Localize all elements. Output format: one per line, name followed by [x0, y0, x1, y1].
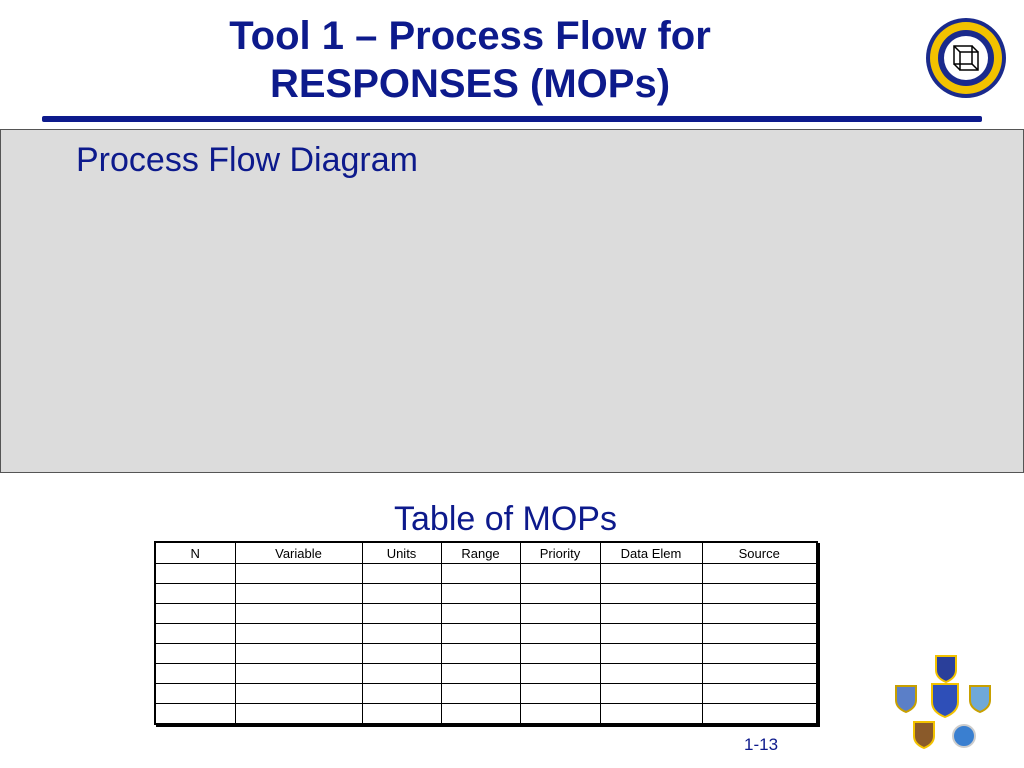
table-cell [235, 604, 362, 624]
table-cell [520, 584, 600, 604]
table-row [155, 584, 817, 604]
table-cell [600, 704, 702, 725]
table-cell [235, 664, 362, 684]
table-cell [441, 624, 520, 644]
header-source: Source [702, 542, 817, 564]
table-row [155, 664, 817, 684]
table-cell [235, 584, 362, 604]
header-priority: Priority [520, 542, 600, 564]
table-cell [235, 684, 362, 704]
table-cell [235, 564, 362, 584]
table-cell [702, 624, 817, 644]
header-data-elem: Data Elem [600, 542, 702, 564]
table-cell [155, 664, 235, 684]
table-cell [235, 624, 362, 644]
table-cell [441, 644, 520, 664]
page-number: 1-13 [744, 735, 779, 754]
table-cell [702, 644, 817, 664]
table-cell [362, 664, 441, 684]
table-cell [702, 564, 817, 584]
table-cell [520, 704, 600, 725]
table-cell [520, 644, 600, 664]
process-flow-panel [0, 129, 1024, 473]
table-cell [235, 644, 362, 664]
table-cell [600, 644, 702, 664]
table-row [155, 564, 817, 584]
table-header-row [155, 542, 817, 564]
table-cell [155, 704, 235, 725]
table-cell [702, 584, 817, 604]
table-cell [600, 564, 702, 584]
table-cell [600, 664, 702, 684]
table-cell [362, 684, 441, 704]
table-cell [155, 644, 235, 664]
title-line-2: RESPONSES (MOPs) [269, 62, 671, 106]
table-cell [702, 684, 817, 704]
table-cell [702, 704, 817, 725]
table-cell [600, 684, 702, 704]
table-cell [520, 664, 600, 684]
table-cell [441, 564, 520, 584]
table-row [155, 684, 817, 704]
table-cell [155, 584, 235, 604]
table-cell [520, 624, 600, 644]
table-cell [362, 564, 441, 584]
table-cell [441, 584, 520, 604]
table-cell [235, 704, 362, 725]
table-cell [702, 604, 817, 624]
title-line-1: Tool 1 – Process Flow for [229, 14, 711, 58]
table-cell [362, 584, 441, 604]
title-divider [42, 116, 982, 122]
table-cell [362, 624, 441, 644]
table-cell [155, 604, 235, 624]
table-cell [600, 604, 702, 624]
table-cell [441, 704, 520, 725]
mops-table-body [155, 564, 817, 725]
table-cell [155, 564, 235, 584]
mops-table [154, 541, 818, 725]
table-cell [520, 684, 600, 704]
header-range: Range [441, 542, 520, 564]
table-cell [441, 664, 520, 684]
table-cell [441, 604, 520, 624]
seal-icon [925, 17, 1007, 99]
table-row [155, 604, 817, 624]
table-cell [362, 704, 441, 725]
table-cell [600, 624, 702, 644]
table-cell [441, 684, 520, 704]
header-variable: Variable [235, 542, 362, 564]
header-n: N [155, 542, 235, 564]
table-cell [702, 664, 817, 684]
table-cell [155, 684, 235, 704]
table-cell [362, 604, 441, 624]
table-row [155, 704, 817, 725]
table-cell [362, 644, 441, 664]
process-flow-label: Process Flow Diagram [76, 141, 418, 179]
table-cell [155, 624, 235, 644]
table-row [155, 624, 817, 644]
table-cell [600, 584, 702, 604]
table-title: Table of MOPs [394, 500, 617, 538]
table-cell [520, 604, 600, 624]
command-emblems-icon [888, 652, 1000, 756]
table-row [155, 644, 817, 664]
slide-title [100, 12, 840, 108]
table-cell [520, 564, 600, 584]
header-units: Units [362, 542, 441, 564]
